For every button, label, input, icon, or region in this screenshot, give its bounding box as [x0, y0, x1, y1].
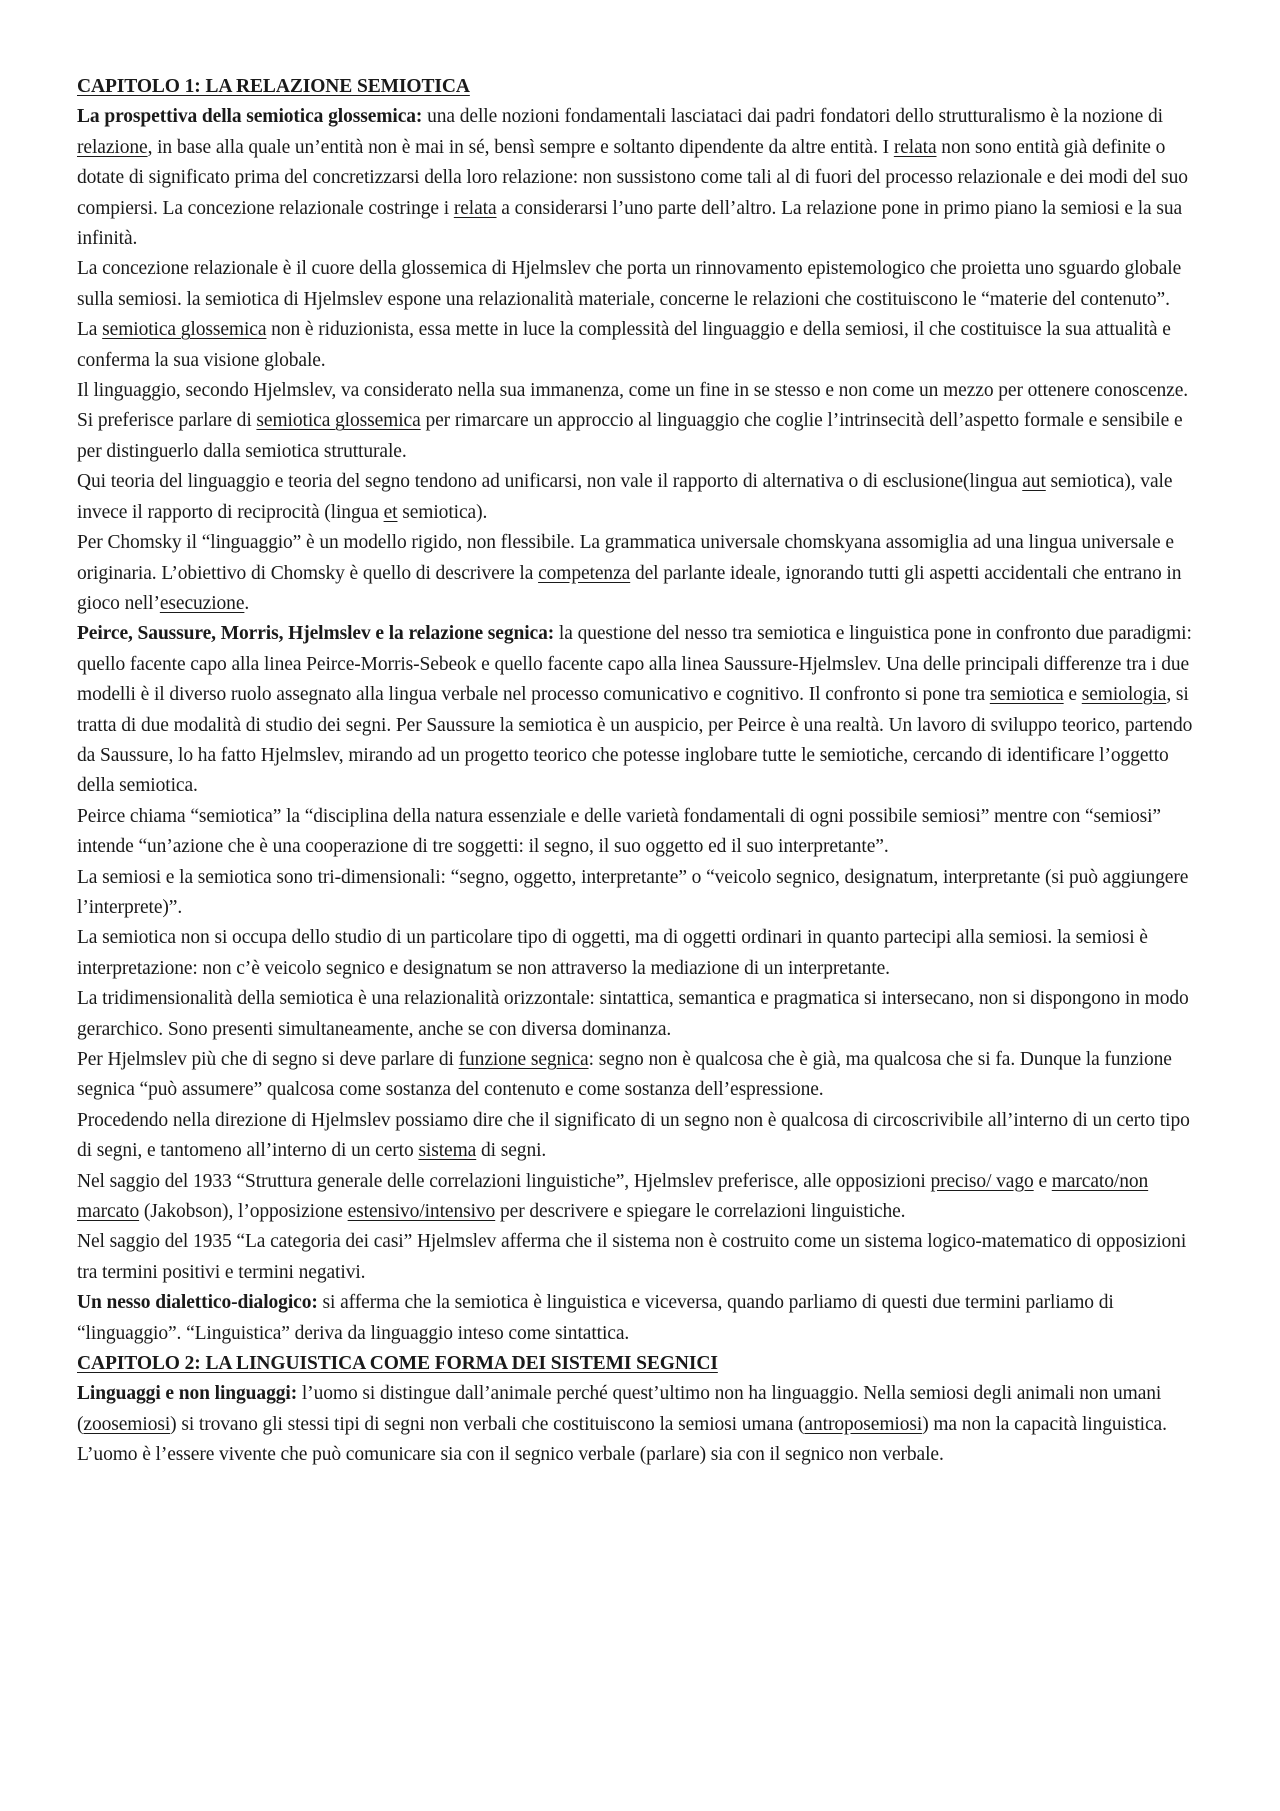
underlined-term: semiologia	[1081, 684, 1167, 706]
paragraph: Qui teoria del linguaggio e teoria del segno tendono ad unificarsi, non vale il rapporto di alternativa o di esclusione(lingua aut semiotica), vale invece il rapporto di reciprocità (lingua et semiotica).	[77, 471, 1173, 523]
paragraph-lead: La prospettiva della semiotica glossemica:	[77, 106, 423, 128]
paragraph: Per Chomsky il “linguaggio” è un modello rigido, non flessibile. La grammatica universale chomskyana assomiglia ad una lingua universale e originaria. L’obiettivo di Chomsky è quello di descrivere la competenza del parlante ideale, ignorando tutti gli aspetti accidentali che entrano in gioco nell’esecuzione.	[77, 532, 1182, 614]
paragraph: Il linguaggio, secondo Hjelmslev, va considerato nella sua immanenza, come un fine in se stesso e non come un mezzo per ottenere conoscenze. Si preferisce parlare di semiotica glossemica per rimarcare un approccio al linguaggio che coglie l’intrinsecità dell’aspetto formale e sensibile e per distinguerlo dalla semiotica strutturale.	[77, 380, 1189, 462]
paragraph: Per Hjelmslev più che di segno si deve parlare di funzione segnica: segno non è qualcosa che è già, ma qualcosa che si fa. Dunque la funzione segnica “può assumere” qualcosa come sostanza del contenuto e come sostanza dell’espressione.	[77, 1049, 1172, 1101]
paragraph: Procedendo nella direzione di Hjelmslev possiamo dire che il significato di un segno non è qualcosa di circoscrivibile all’interno di un certo tipo di segni, e tantomeno all’interno di un certo sistema di segni.	[77, 1109, 1190, 1162]
underlined-term: estensivo/intensivo	[347, 1201, 496, 1223]
paragraph: La concezione relazionale è il cuore della glossemica di Hjelmslev che porta un rinnovamento epistemologico che proietta uno sguardo globale sulla semiosi. la semiotica di Hjelmslev espone una relazionalità materiale, concerne le relazioni che costituiscono le “materie del contenuto”.	[77, 258, 1182, 310]
paragraph-lead: Peirce, Saussure, Morris, Hjelmslev e la relazione segnica:	[77, 623, 555, 645]
underlined-term: competenza	[538, 562, 631, 584]
underlined-term: relata	[893, 136, 937, 158]
paragraph-lead: Linguaggi e non linguaggi:	[77, 1383, 298, 1405]
underlined-term: zoosemiosi	[83, 1413, 171, 1435]
paragraph-lead: Un nesso dialettico-dialogico:	[77, 1292, 318, 1314]
underlined-term: funzione segnica	[458, 1049, 589, 1070]
underlined-term: semiotica glossemica	[256, 410, 421, 432]
paragraph: Linguaggi e non linguaggi: l’uomo si distingue dall’animale perché quest’ultimo non ha linguaggio. Nella semiosi degli animali non umani (zoosemiosi) si trovano gli stessi tipi di segni non verbali che costituiscono la semiosi umana (antroposemiosi) ma non la capacità linguistica.	[77, 1383, 1167, 1435]
underlined-term: aut	[1022, 471, 1046, 493]
paragraph: L’uomo è l’essere vivente che può comunicare sia con il segnico verbale (parlare) sia con il segnico non verbale.	[77, 1444, 944, 1466]
underlined-term: antroposemiosi	[804, 1413, 923, 1435]
chapter2-heading: CAPITOLO 2: LA LINGUISTICA COME FORMA DEI SISTEMI SEGNICI	[77, 1353, 718, 1375]
paragraph: Un nesso dialettico-dialogico: si afferma che la semiotica è linguistica e viceversa, quando parliamo di questi due termini parliamo di “linguaggio”. “Linguistica” deriva da linguaggio inteso come sintattica.	[77, 1292, 1114, 1344]
underlined-term: semiotica	[989, 684, 1064, 706]
paragraph: Peirce chiama “semiotica” la “disciplina della natura essenziale e delle varietà fondamentali di ogni possibile semiosi” mentre con “semiosi” intende “un’azione che è una cooperazione di tre soggetti: il segno, il suo oggetto ed il suo interpretante”.	[77, 805, 1161, 858]
underlined-term: relata	[453, 197, 497, 219]
paragraph: Nel saggio del 1935 “La categoria dei casi” Hjelmslev afferma che il sistema non è costruito come un sistema logico-matematico di opposizioni tra termini positivi e termini negativi.	[77, 1231, 1187, 1283]
chapter1-heading: CAPITOLO 1: LA RELAZIONE SEMIOTICA	[77, 76, 470, 97]
paragraph: La semiotica non si occupa dello studio di un particolare tipo di oggetti, ma di oggetti ordinari in quanto partecipi alla semiosi. la semiosi è interpretazione: non c’è veicolo segnico e designatum se non attraverso la mediazione di un interpretante.	[77, 927, 1148, 979]
underlined-term: et	[383, 501, 398, 523]
underlined-term: preciso/ vago	[930, 1170, 1034, 1192]
underlined-term: semiotica glossemica	[102, 319, 267, 341]
underlined-term: relazione	[77, 136, 148, 158]
underlined-term: esecuzione	[159, 592, 245, 614]
paragraph: Peirce, Saussure, Morris, Hjelmslev e la relazione segnica: la questione del nesso tra semiotica e linguistica pone in confronto due paradigmi: quello facente capo alla linea Peirce-Morris-Sebeok e quello facente capo alla linea Saussure-Hjelmslev. Una delle principali differenze tra i due modelli è il diverso ruolo assegnato alla lingua verbale nel processo comunicativo e cognitivo. Il confronto si pone tra semiotica e semiologia, si tratta di due modalità di studio dei segni. Per Saussure la semiotica è un auspicio, per Peirce è una realtà. Un lavoro di sviluppo teorico, partendo da Saussure, lo ha fatto Hjelmslev, mirando ad un progetto teorico che potesse inglobare tutte le semiotiche, cercando di identificare l’oggetto della semiotica.	[77, 623, 1193, 797]
paragraph: La tridimensionalità della semiotica è una relazionalità orizzontale: sintattica, semantica e pragmatica si intersecano, non si dispongono in modo gerarchico. Sono presenti simultaneamente, anche se con diversa dominanza.	[77, 988, 1189, 1040]
paragraph: La semiotica glossemica non è riduzionista, essa mette in luce la complessità del linguaggio e della semiosi, il che costituisce la sua attualità e conferma la sua visione globale.	[77, 319, 1171, 371]
paragraph: La semiosi e la semiotica sono tri-dimensionali: “segno, oggetto, interpretante” o “veicolo segnico, designatum, interpretante (si può aggiungere l’interprete)”.	[77, 866, 1189, 918]
paragraph: Nel saggio del 1933 “Struttura generale delle correlazioni linguistiche”, Hjelmslev preferisce, alle opposizioni preciso/ vago e marcato/non marcato (Jakobson), l’opposizione estensivo/intensivo per descrivere e spiegare le correlazioni linguistiche.	[77, 1170, 1149, 1223]
underlined-term: marcato/non marcato	[77, 1170, 1149, 1223]
paragraph: La prospettiva della semiotica glossemica: una delle nozioni fondamentali lasciataci dai padri fondatori dello strutturalismo è la nozione di relazione, in base alla quale un’entità non è mai in sé, bensì sempre e soltanto dipendente da altre entità. I relata non sono entità già definite o dotate di significato prima del concretizzarsi della loro relazione: non sussistono come tali al di fuori del processo relazionale e dei modi del suo compiersi. La concezione relazionale costringe i relata a considerarsi l’uno parte dell’altro. La relazione pone in primo piano la semiosi e la sua infinità.	[77, 106, 1188, 250]
underlined-term: sistema	[418, 1140, 477, 1162]
